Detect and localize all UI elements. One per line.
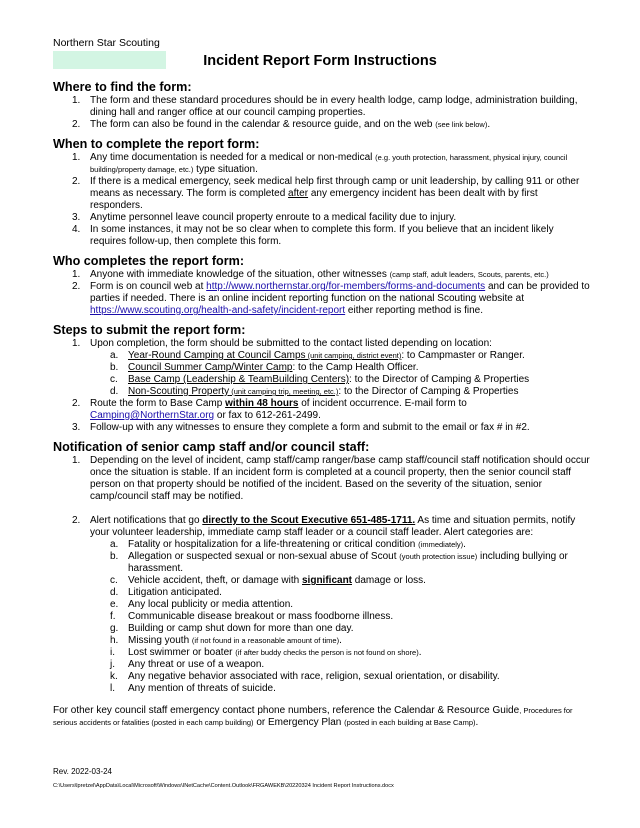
list-item: 1. The form and these standard procedures should be in every health lodge, camp lodge, administration building, dining hall and ranger office at our council camping properties. [72, 95, 578, 118]
section-heading: Who completes the report form: [53, 254, 245, 268]
list-item: 2. The form can also be found in the calendar & resource guide, and on the web (see link below). [72, 119, 491, 130]
list-item: 2. If there is a medical emergency, seek medical help first through camp or unit leadership, by calling 911 or other means as necessary. The form is completed after any emergency incident has been dealt with by first responders. [72, 176, 580, 211]
section-when [53, 137, 591, 248]
list-item: e. Any local publicity or media attention. [110, 599, 294, 610]
organization-name: Northern Star Scouting [53, 37, 160, 49]
list-item: 1. Upon completion, the form should be submitted to the contact listed depending on location: a. Year-Round Camping at Council Camps (unit camping, district event): to Campmaster or Ranger. b. Council Summer Camp/Winter Camp: to the Camp Health Officer. c. Base Camp (Leadership & TeamBuilding Centers): to the Director of Camping & Properties d. Non-Scouting Property (unit camping trip, meeting, etc.): to the Director of Camping & Properties [53, 338, 591, 398]
list-item: k. Any negative behavior associated with race, religion, sexual orientation, or disability. [110, 671, 500, 682]
section-where [53, 80, 591, 131]
camping-email-link[interactable]: Camping@NorthernStar.org [90, 410, 215, 421]
list-item: b. Council Summer Camp/Winter Camp: to the Camp Health Officer. [110, 362, 419, 373]
list-item: a. Year-Round Camping at Council Camps (unit camping, district event): to Campmaster or Ranger. [110, 350, 525, 361]
section-who [53, 254, 591, 317]
list-item: c. Vehicle accident, theft, or damage with significant damage or loss. [110, 575, 426, 586]
section-heading: Notification of senior camp staff and/or council staff: [53, 440, 370, 454]
page-title: Incident Report Form Instructions [203, 53, 437, 69]
forms-link[interactable]: http://www.northernstar.org/for-members/forms-and-documents [206, 281, 486, 292]
list-item: 4. In some instances, it may not be so clear when to complete this form. If you believe that an incident likely requires follow-up, then complete this form. [72, 224, 554, 247]
list-item: h. Missing youth (if not found in a reasonable amount of time). [110, 635, 342, 646]
list-item: i. Lost swimmer or boater (if after buddy checks the person is not found on shore). [110, 647, 422, 658]
list-item: d. Litigation anticipated. [110, 587, 222, 598]
list-item: c. Base Camp (Leadership & TeamBuilding Centers): to the Director of Camping & Properties [110, 374, 530, 385]
incident-report-link[interactable]: https://www.scouting.org/health-and-safety/incident-report [90, 305, 346, 316]
revision-date: Rev. 2022-03-24 [53, 767, 112, 776]
section-notification [53, 440, 591, 695]
list-item: 2. Route the form to Base Camp within 48 hours of incident occurrence. E-mail form to Camping@NorthernStar.org or fax to 612-261-2499. [72, 398, 467, 421]
section-heading: Steps to submit the report form: [53, 323, 246, 337]
list-item: 1. Anyone with immediate knowledge of the situation, other witnesses (camp staff, adult leaders, Scouts, parents, etc.) [72, 269, 549, 280]
section-steps [53, 323, 591, 434]
list-item: j. Any threat or use of a weapon. [110, 659, 265, 670]
list-item: 1. Depending on the level of incident, camp staff/camp ranger/base camp staff/council staff notification should occur once the situation is stable. If an incident form is completed at a council property, then the senior council staff person on that property should be notified of the incident. Based on the severity of the situation, senior camp/council staff may be notified. [72, 455, 590, 502]
list-item: a. Fatality or hospitalization for a life-threatening or critical condition (immediately). [110, 539, 466, 550]
file-path: C:\Users\lpretzel\AppData\Local\Microsoft\Windows\INetCache\Content.Outlook\FRGAWEKB\20220324 Incident Report Instructions.docx [53, 783, 394, 789]
list-item: d. Non-Scouting Property (unit camping trip, meeting, etc.): to the Director of Camping & Properties [110, 386, 519, 397]
list-item: 1. Any time documentation is needed for a medical or non-medical (e.g. youth protection, harassment, physical injury, council building/property damage, etc.) type situation. [72, 152, 568, 175]
list-item: f. Communicable disease breakout or mass foodborne illness. [110, 611, 394, 622]
list-item: g. Building or camp shut down for more than one day. [110, 623, 354, 634]
closing-paragraph: For other key council staff emergency contact phone numbers, reference the Calendar & Resource Guide, Procedures for serious accidents or fatalities (posted in each camp building) or Emergency Plan (posted in each building at Base Camp). [53, 705, 573, 728]
list-item: 3. Anytime personnel leave council property enroute to a medical facility due to injury. [72, 212, 457, 223]
list-item: b. Allegation or suspected sexual or non-sexual abuse of Scout (youth protection issue) including bullying or harassment. [110, 551, 568, 574]
list-item: 2. Alert notifications that go directly to the Scout Executive 651-485-1711. As time and situation permits, notify your volunteer leadership, immediate camp staff leader or a council staff leader. Alert categories are: a. Fatality or hospitalization for a life-threatening or critical condition (immediately). b. Allegation or suspected sexual or non-sexual abuse of Scout (youth protection issue) including bullying or harassment. c. Vehicle accident, theft, or damage with significant damage or loss. d. Litigation anticipated. e. Any local publicity or media attention. f. Communicable disease breakout or mass foodborne illness. g. Building or camp shut down for more than one day. h. Missing youth (if not found in a reasonable amount of time). i. Lost swimmer or boater (if after buddy checks the person is not found on shore). j. Any threat or use of a weapon. k. Any negative behavior associated with race, religion, sexual orientation, or disability. l. Any mention of threats of suicide. [53, 515, 591, 695]
list-item: l. Any mention of threats of suicide. [110, 683, 276, 694]
list-item: 2. Form is on council web at http://www.northernstar.org/for-members/forms-and-documents and can be provided to parties if needed. There is an online incident reporting function on the national Scouting website at https://www.scouting.org/health-and-safety/incident-report either reporting method is fine. [72, 281, 590, 316]
list-item: 3. Follow-up with any witnesses to ensure they complete a form and submit to the email or fax # in #2. [72, 422, 530, 433]
section-heading: When to complete the report form: [53, 137, 260, 151]
section-heading: Where to find the form: [53, 80, 192, 94]
document-body [53, 80, 591, 729]
